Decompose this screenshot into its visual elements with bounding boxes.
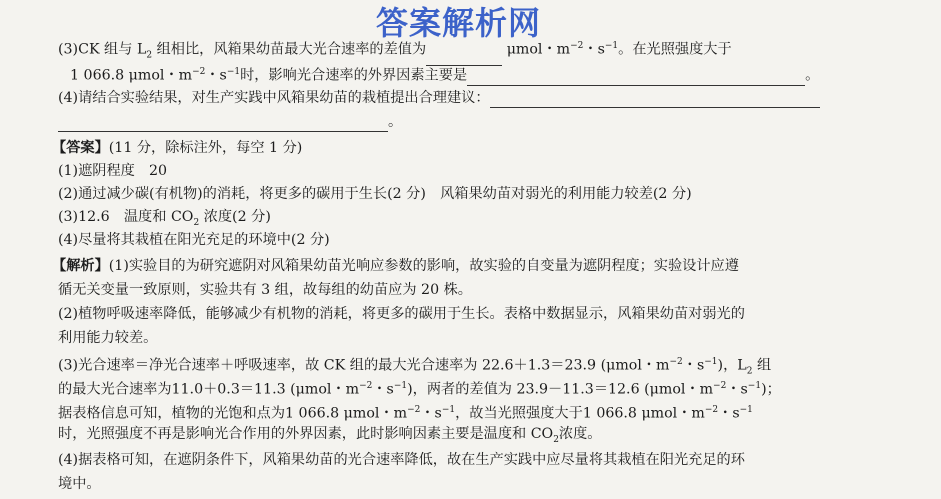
q3-sub: 2 <box>146 50 153 61</box>
analysis-p1-line-2: 循无关变量一致原则，实验共有 3 组，故每组的幼苗应为 20 株。 <box>58 282 472 298</box>
p3-l1-a: (3)光合速率＝净光合速率＋呼吸速率，故 CK 组的最大光合速率为 22.6＋1.3＝23.9 (μmol・m <box>58 357 670 374</box>
answer-2: (2)通过减少碳(有机物)的消耗，将更多的碳用于生长(2 分) 风箱果幼苗对弱光的利用能力较差(2 分) <box>58 186 692 202</box>
p3-l3-mid: ・s <box>420 405 442 422</box>
analysis-p3-line-2 <box>58 376 941 400</box>
answer-1: (1)遮阴程度 20 <box>58 163 168 179</box>
answer-3-b: 浓度(2 分) <box>199 209 271 225</box>
q3-unit: μmol・m <box>506 41 571 58</box>
analysis-p2-line-1: (2)植物呼吸速率降低，能够减少有机物的消耗，将更多的碳用于生长。表格中数据显示，风箱果幼苗对弱光的 <box>58 306 745 322</box>
q4-end: 。 <box>388 114 403 130</box>
q3-line2-mid: ・s <box>205 67 227 84</box>
p3-l2-mid2: )，两者的差值为 23.9－11.3＝12.6 (μmol・m <box>407 381 714 398</box>
question-3-line-2 <box>70 62 941 86</box>
p3-l3-mid2: ，故当光照强度大于1 066.8 μmol・m <box>455 405 705 422</box>
q3-line2-a: 1 066.8 μmol・m <box>70 67 193 84</box>
q3-line2-text: 时，影响光合速率的外界因素主要是 <box>240 67 468 84</box>
p3-l2-sup2: −1 <box>393 381 408 391</box>
p3-l3-mid3: ・s <box>718 405 740 422</box>
q3-line2-end: 。 <box>805 67 820 84</box>
p3-l3-sup3: −2 <box>704 405 719 415</box>
p3-l4-sub: 2 <box>553 434 559 445</box>
q3-line2-sup1: −2 <box>192 67 206 77</box>
answer-header <box>52 138 941 158</box>
analysis-p4-line-2: 境中。 <box>58 476 101 492</box>
p3-l3-sup4: −1 <box>739 405 753 415</box>
p3-l2-sup1: −2 <box>359 381 373 391</box>
analysis-p1-line-1 <box>52 256 941 276</box>
answer-3-sub: 2 <box>193 217 200 228</box>
analysis-label: 【解析】 <box>52 258 109 274</box>
analysis-p3-line-4 <box>58 424 941 450</box>
analysis-p3-line-3 <box>58 400 941 424</box>
analysis-p4-line-1: (4)据表格可知，在遮阴条件下，风箱果幼苗的光合速率降低，故在生产实践中应尽量将其栽植在阳光充足的环 <box>58 452 745 468</box>
q3-answer-blank-2 <box>467 69 805 86</box>
p3-l1-mid: ・s <box>682 357 705 374</box>
q4-answer-blank-2 <box>58 115 388 132</box>
question-4-line-1 <box>58 88 941 108</box>
p3-l1-sup2: −1 <box>704 357 718 367</box>
p3-l2-sup3: −2 <box>713 381 727 391</box>
p3-l3-sup2: −1 <box>441 405 456 415</box>
answer-4: (4)尽量将其栽植在阳光充足的环境中(2 分) <box>58 232 330 248</box>
p3-l2-end: )； <box>761 381 781 398</box>
watermark-title: 答案解析网 <box>376 4 542 42</box>
analysis-p1-text: (1)实验目的为研究遮阴对风箱果幼苗光响应参数的影响，故实验的自变量为遮阴程度；实验设计应遵 <box>108 258 739 274</box>
p3-l2-mid3: ・s <box>726 381 748 398</box>
q3-unit-mid: ・s <box>583 41 605 58</box>
p3-l3-a: 据表格信息可知，植物的光饱和点为1 066.8 μmol・m <box>58 405 408 422</box>
p3-l3-sup1: −2 <box>407 405 421 415</box>
p3-l4-a: 时，光照强度不再是影响光合作用的外界因素，此时影响因素主要是温度和 CO <box>58 426 554 442</box>
answer-note: (11 分，除标注外，每空 1 分) <box>108 140 303 156</box>
answer-3-a: (3)12.6 温度和 CO <box>58 209 194 225</box>
p3-l1-end: 组 <box>752 357 772 374</box>
question-4-line-2 <box>58 112 941 132</box>
q4-answer-blank-1 <box>490 91 820 108</box>
p3-l2-sup4: −1 <box>747 381 762 391</box>
q3-line2-sup2: −1 <box>226 67 241 77</box>
p3-l4-end: 浓度。 <box>558 426 602 442</box>
p3-l1-mid2: )，L <box>717 357 747 374</box>
q3-unit-sup: −2 <box>570 41 584 51</box>
analysis-p2-line-2: 利用能力较差。 <box>58 330 158 346</box>
p3-l2-a: 的最大光合速率为11.0＋0.3＝11.3 (μmol・m <box>58 381 360 398</box>
q3-text-b: 组相比，风箱果幼苗最大光合速率的差值为 <box>152 41 427 58</box>
q3-unit-sup2: −1 <box>604 41 619 51</box>
q4-text: (4)请结合实验结果，对生产实践中风箱果幼苗的栽植提出合理建议： <box>58 90 490 106</box>
p3-l1-sup1: −2 <box>669 357 683 367</box>
p3-l1-sub: 2 <box>746 366 753 377</box>
answer-label: 【答案】 <box>52 140 109 156</box>
q3-text-a: (3)CK 组与 L <box>58 41 147 58</box>
q3-text-c: 。在光照强度大于 <box>618 41 732 58</box>
p3-l2-mid: ・s <box>372 381 394 398</box>
answer-3 <box>58 207 941 233</box>
